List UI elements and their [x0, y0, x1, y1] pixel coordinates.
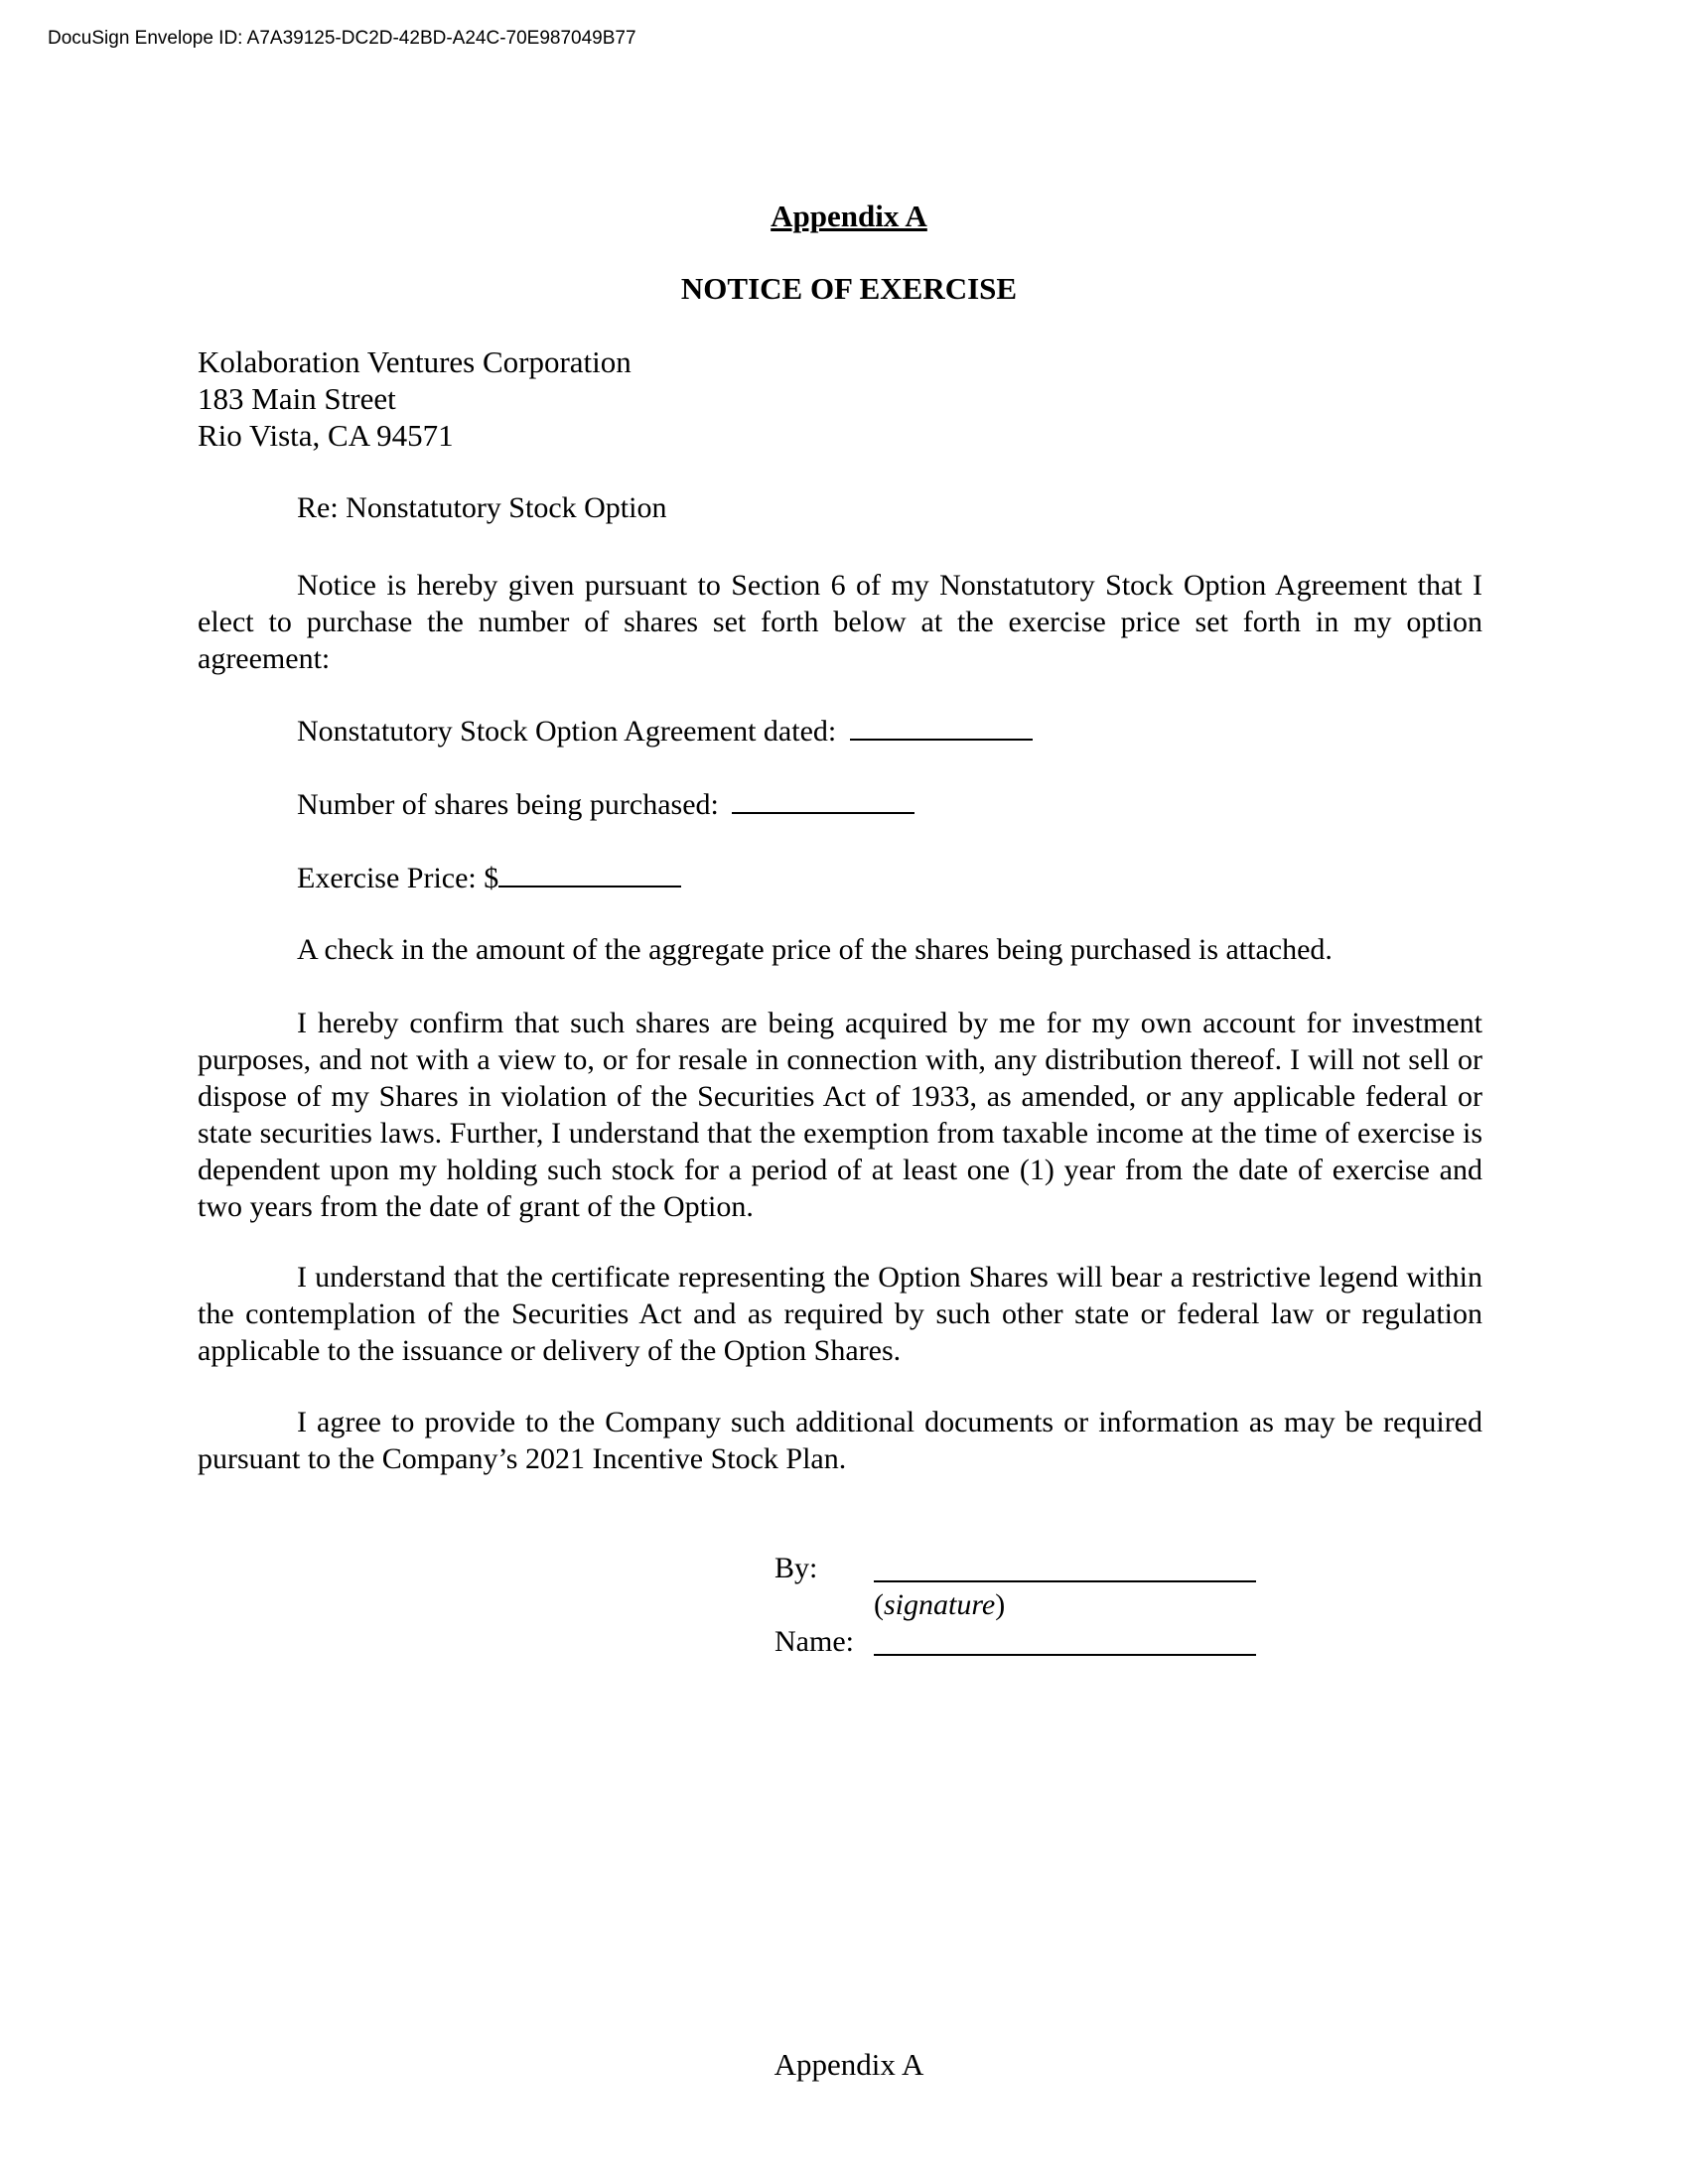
signature-caption: signature: [884, 1588, 996, 1621]
page-footer: Appendix A: [774, 2047, 924, 2082]
agree-paragraph: I agree to provide to the Company such additional documents or information as may be required pursuant to the Company’s 2021 Incentive Stock Plan.: [198, 1406, 1482, 1475]
company-street: 183 Main Street: [198, 381, 396, 416]
company-address: [198, 343, 632, 454]
agreement-dated-blank[interactable]: [850, 713, 1033, 741]
legend-paragraph: I understand that the certificate representing the Option Shares will bear a restrictive legend within the contemplation of the Securities Act and as required by such other state or federal law or regulation applicable to the issuance or delivery of the Option Shares.: [198, 1261, 1482, 1367]
shares-blank[interactable]: [732, 786, 914, 814]
intro-paragraph: Notice is hereby given pursuant to Section 6 of my Nonstatutory Stock Option Agreement that I elect to purchase the number of shares set forth below at the exercise price set forth in my option agreement:: [198, 569, 1482, 675]
envelope-id: DocuSign Envelope ID: A7A39125-DC2D-42BD-A24C-70E987049B77: [48, 28, 636, 49]
appendix-title: Appendix A: [771, 199, 927, 233]
name-label: Name:: [774, 1625, 854, 1658]
by-label: By:: [774, 1552, 818, 1584]
name-line[interactable]: [874, 1654, 1256, 1656]
notice-title: NOTICE OF EXERCISE: [680, 271, 1018, 306]
signature-caption-wrap: (signature): [874, 1588, 1006, 1621]
exercise-price-label: Exercise Price: $: [297, 862, 499, 894]
exercise-price-row: [297, 860, 681, 895]
shares-row: [297, 786, 914, 822]
check-line: A check in the amount of the aggregate price of the shares being purchased is attached.: [297, 933, 1333, 966]
re-line: Re: Nonstatutory Stock Option: [297, 491, 667, 524]
signature-line[interactable]: [874, 1580, 1256, 1582]
company-city-state-zip: Rio Vista, CA 94571: [198, 418, 454, 453]
confirm-paragraph: I hereby confirm that such shares are being acquired by me for my own account for investment purposes, and not with a view to, or for resale in connection with, any distribution thereof. I will not sell or dispose of my Shares in violation of the Securities Act of 1933, as amended, or any applicable federal or state securities laws. Further, I understand that the exemption from taxable income at the time of exercise is dependent upon my holding such stock for a period of at least one (1) year from the date of exercise and two years from the date of grant of the Option.: [198, 1007, 1482, 1223]
exercise-price-blank[interactable]: [498, 860, 681, 887]
agreement-dated-row: [297, 713, 1033, 749]
company-name: Kolaboration Ventures Corporation: [198, 344, 632, 379]
agreement-dated-label: Nonstatutory Stock Option Agreement dated:: [297, 715, 837, 748]
shares-label: Number of shares being purchased:: [297, 788, 719, 821]
